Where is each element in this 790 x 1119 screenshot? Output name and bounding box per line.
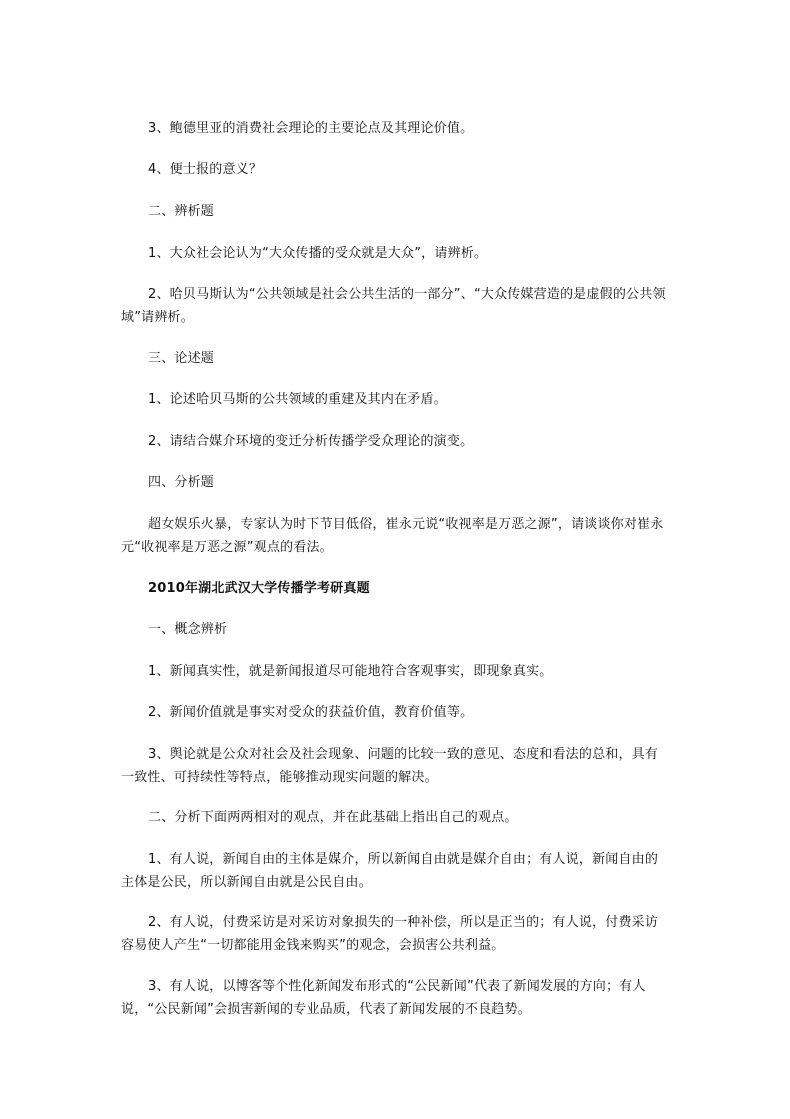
exam-title-2010: 2010年湖北武汉大学传播学考研真题 — [148, 581, 370, 596]
paragraph-paid-interviews: 2、有人说，付费采访是对采访对象损失的一种补偿，所以是正当的；有人说，付费采访容易使人产生“一切都能用金钱来购买”的观念，会损害公共利益。 — [121, 915, 659, 953]
section-heading-essay-questions: 三、论述题 — [148, 351, 215, 366]
section-heading-case-analysis: 四、分析题 — [148, 475, 215, 490]
paragraph-public-sphere-essay: 1、论述哈贝马斯的公共领域的重建及其内在矛盾。 — [148, 392, 447, 407]
paragraph-press-freedom: 1、有人说，新闻自由的主体是媒介，所以新闻自由就是媒介自由；有人说，新闻自由的主体是公民，所以新闻自由就是公民自由。 — [121, 852, 659, 890]
paragraph-citizen-journalism: 3、有人说，以博客等个性化新闻发布形式的“公民新闻”代表了新闻发展的方向；有人说，“公民新闻”会损害新闻的专业品质，代表了新闻发展的不良趋势。 — [121, 979, 646, 1017]
section-heading-contrast-views: 二、分析下面两两相对的观点，并在此基础上指出自己的观点。 — [148, 810, 518, 825]
paragraph-audience-theory-essay: 2、请结合媒介环境的变迁分析传播学受众理论的演变。 — [148, 434, 474, 449]
paragraph-ratings-case: 超女娱乐火暴，专家认为时下节目低俗，崔永元说“收视率是万恶之源”，请谈谈你对崔永元“收视率是万恶之源”观点的看法。 — [121, 517, 664, 555]
paragraph-news-value: 2、新闻价值就是事实对受众的获益价值，教育价值等。 — [148, 705, 474, 720]
section-heading-analysis-questions: 二、辨析题 — [148, 204, 215, 219]
paragraph-baudrillard-question: 3、鲍德里亚的消费社会理论的主要论点及其理论价值。 — [148, 121, 474, 136]
section-heading-concept-analysis: 一、概念辨析 — [148, 622, 228, 637]
paragraph-habermas-question: 2、哈贝马斯认为“公共领域是社会公共生活的一部分”、“大众传媒营造的是虚假的公共领域”请辨析。 — [121, 287, 666, 325]
paragraph-news-truth: 1、新闻真实性，就是新闻报道尽可能地符合客观事实，即现象真实。 — [148, 664, 553, 679]
paragraph-mass-society-question: 1、大众社会论认为“大众传播的受众就是大众”，请辨析。 — [148, 246, 488, 261]
paragraph-penny-press-question: 4、便士报的意义？ — [148, 162, 263, 177]
paragraph-public-opinion: 3、舆论就是公众对社会及社会现象、问题的比较一致的意见、态度和看法的总和，具有一致性、可持续性等特点，能够推动现实问题的解决。 — [121, 747, 659, 785]
